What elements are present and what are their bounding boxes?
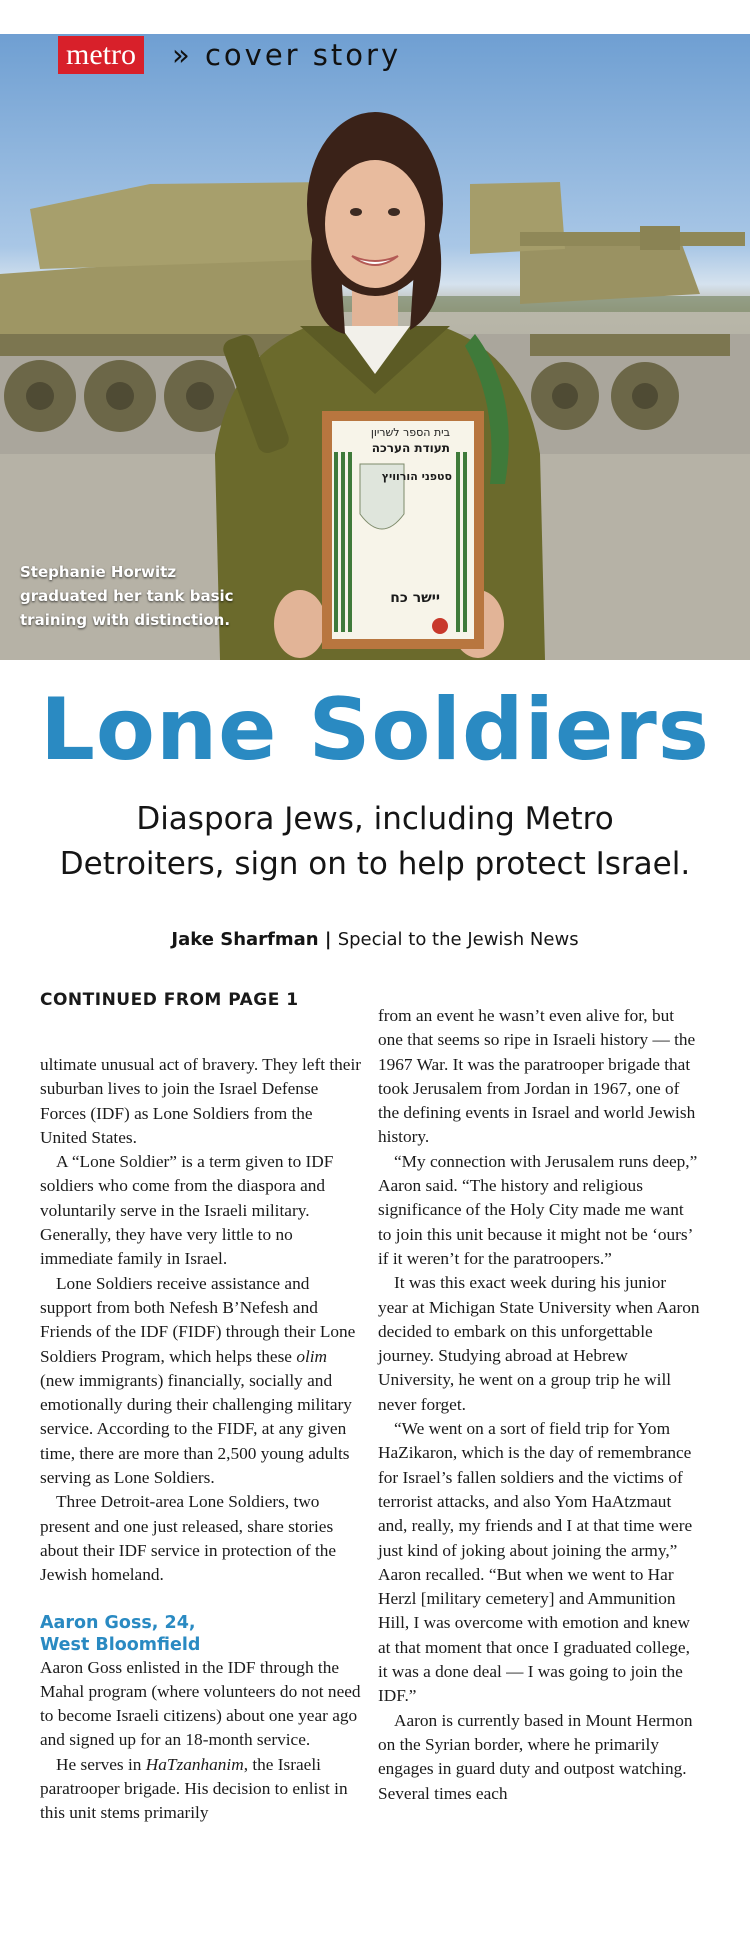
caption-line: Stephanie Horwitz	[20, 563, 177, 581]
body-paragraph: It was this exact week during his junior year at Michigan State University when Aaron decided to embark on this unforgettable journey. Studying abroad at Hebrew University, he went on a group trip he will never forget.	[378, 1273, 700, 1414]
body-paragraph: “We went on a sort of field trip for Yom HaZikaron, which is the day of remembrance for Israel’s fallen soldiers and the victims of terrorist attacks, and also Yom HaAtzmaut and, really, my friends and I at that time were just kind of joking about joining the army,” Aaron recalled. “But when we went to Har Herzl [military cemetery] and Ammunition Hill, I was overcome with emotion and knew at that moment that once I graduated college, it was a done deal — I was going to join the IDF.”	[378, 1419, 693, 1706]
subhead-line: Aaron Goss, 24,	[40, 1612, 196, 1633]
caption-line: graduated her tank basic	[20, 587, 234, 605]
deck-line: Detroiters, sign on to help protect Israel.	[59, 846, 691, 882]
section-label	[172, 36, 401, 74]
article-column-1	[40, 1053, 362, 1826]
text-run: He serves in	[56, 1754, 146, 1774]
body-paragraph: from an event he wasn’t even alive for, but one that seems so ripe in Israeli history — the 1967 War. It was the paratrooper brigade that took Jerusalem from Jordan in 1967, one of the defining events in Israel and world Jewish history.	[378, 1006, 696, 1147]
page-top-margin	[0, 0, 750, 34]
subhead-line: West Bloomfield	[40, 1634, 201, 1655]
certificate-line-1: בית הספר לשריון	[370, 426, 450, 439]
caption-line: training with distinction.	[20, 611, 231, 629]
body-paragraph: Aaron is currently based in Mount Hermon on the Syrian border, where he primarily engages in guard duty and outpost watching. Several times each	[378, 1710, 693, 1803]
body-paragraph: Three Detroit-area Lone Soldiers, two present and one just released, share stories about their IDF service in protection of the Jewish homeland.	[40, 1492, 337, 1585]
body-paragraph	[40, 1272, 362, 1491]
byline-author: Jake Sharfman	[171, 929, 319, 950]
byline	[0, 928, 750, 952]
text-run: Lone Soldiers receive assistance and support from both Nefesh B’Nefesh and Friends of the IDF (FIDF) through their Lone Soldiers Program, which helps these	[40, 1273, 356, 1366]
body-paragraph: ultimate unusual act of bravery. They left their suburban lives to join the Israel Defense Forces (IDF) as Lone Soldiers from the United States.	[40, 1055, 362, 1147]
body-paragraph: A “Lone Soldier” is a term given to IDF soldiers who come from the diaspora and voluntarily serve in the Israeli military. Generally, they have very little to no immediate family in Israel.	[40, 1152, 334, 1269]
subhead	[40, 1612, 362, 1656]
byline-separator: |	[318, 929, 338, 950]
deck-line: Diaspora Jews, including Metro	[136, 801, 614, 837]
article-column-2	[378, 1004, 700, 1806]
certificate-line-3: סטפני הורוויץ	[381, 470, 452, 483]
body-paragraph	[40, 1753, 362, 1826]
continued-label: CONTINUED FROM PAGE 1	[40, 990, 299, 1010]
section-name: cover story	[204, 38, 402, 72]
italic-term: HaTzanhanim	[145, 1754, 244, 1774]
italic-term: olim	[296, 1346, 328, 1366]
certificate-line-4: יישר כח	[390, 590, 440, 606]
byline-affiliation: Special to the Jewish News	[337, 929, 579, 950]
deck	[30, 797, 720, 887]
body-paragraph: Aaron Goss enlisted in the IDF through the Mahal program (where volunteers do not need to become Israeli citizens) about one year ago and signed up for an 18-month service.	[40, 1657, 361, 1750]
body-paragraph: “My connection with Jerusalem runs deep,” Aaron said. “The history and religious significance of the Holy City made me want to join this unit because it might not be ‘ours’ if it weren’t for the paratroopers.”	[378, 1151, 698, 1268]
headline: Lone Soldiers	[40, 680, 710, 780]
text-run: , the Israeli paratrooper brigade. His decision to enlist in this unit stems primarily	[40, 1754, 348, 1823]
photo-caption	[20, 560, 270, 632]
certificate-line-2: תעודת הערכה	[371, 441, 450, 455]
brand-logo: metro	[58, 36, 144, 74]
text-run: (new immigrants) financially, socially and emotionally during their challenging military service. According to the FIDF, at any given time, there are more than 2,500 young adults serving as Lone Soldiers.	[40, 1370, 352, 1488]
section-chevrons: »	[172, 38, 193, 72]
